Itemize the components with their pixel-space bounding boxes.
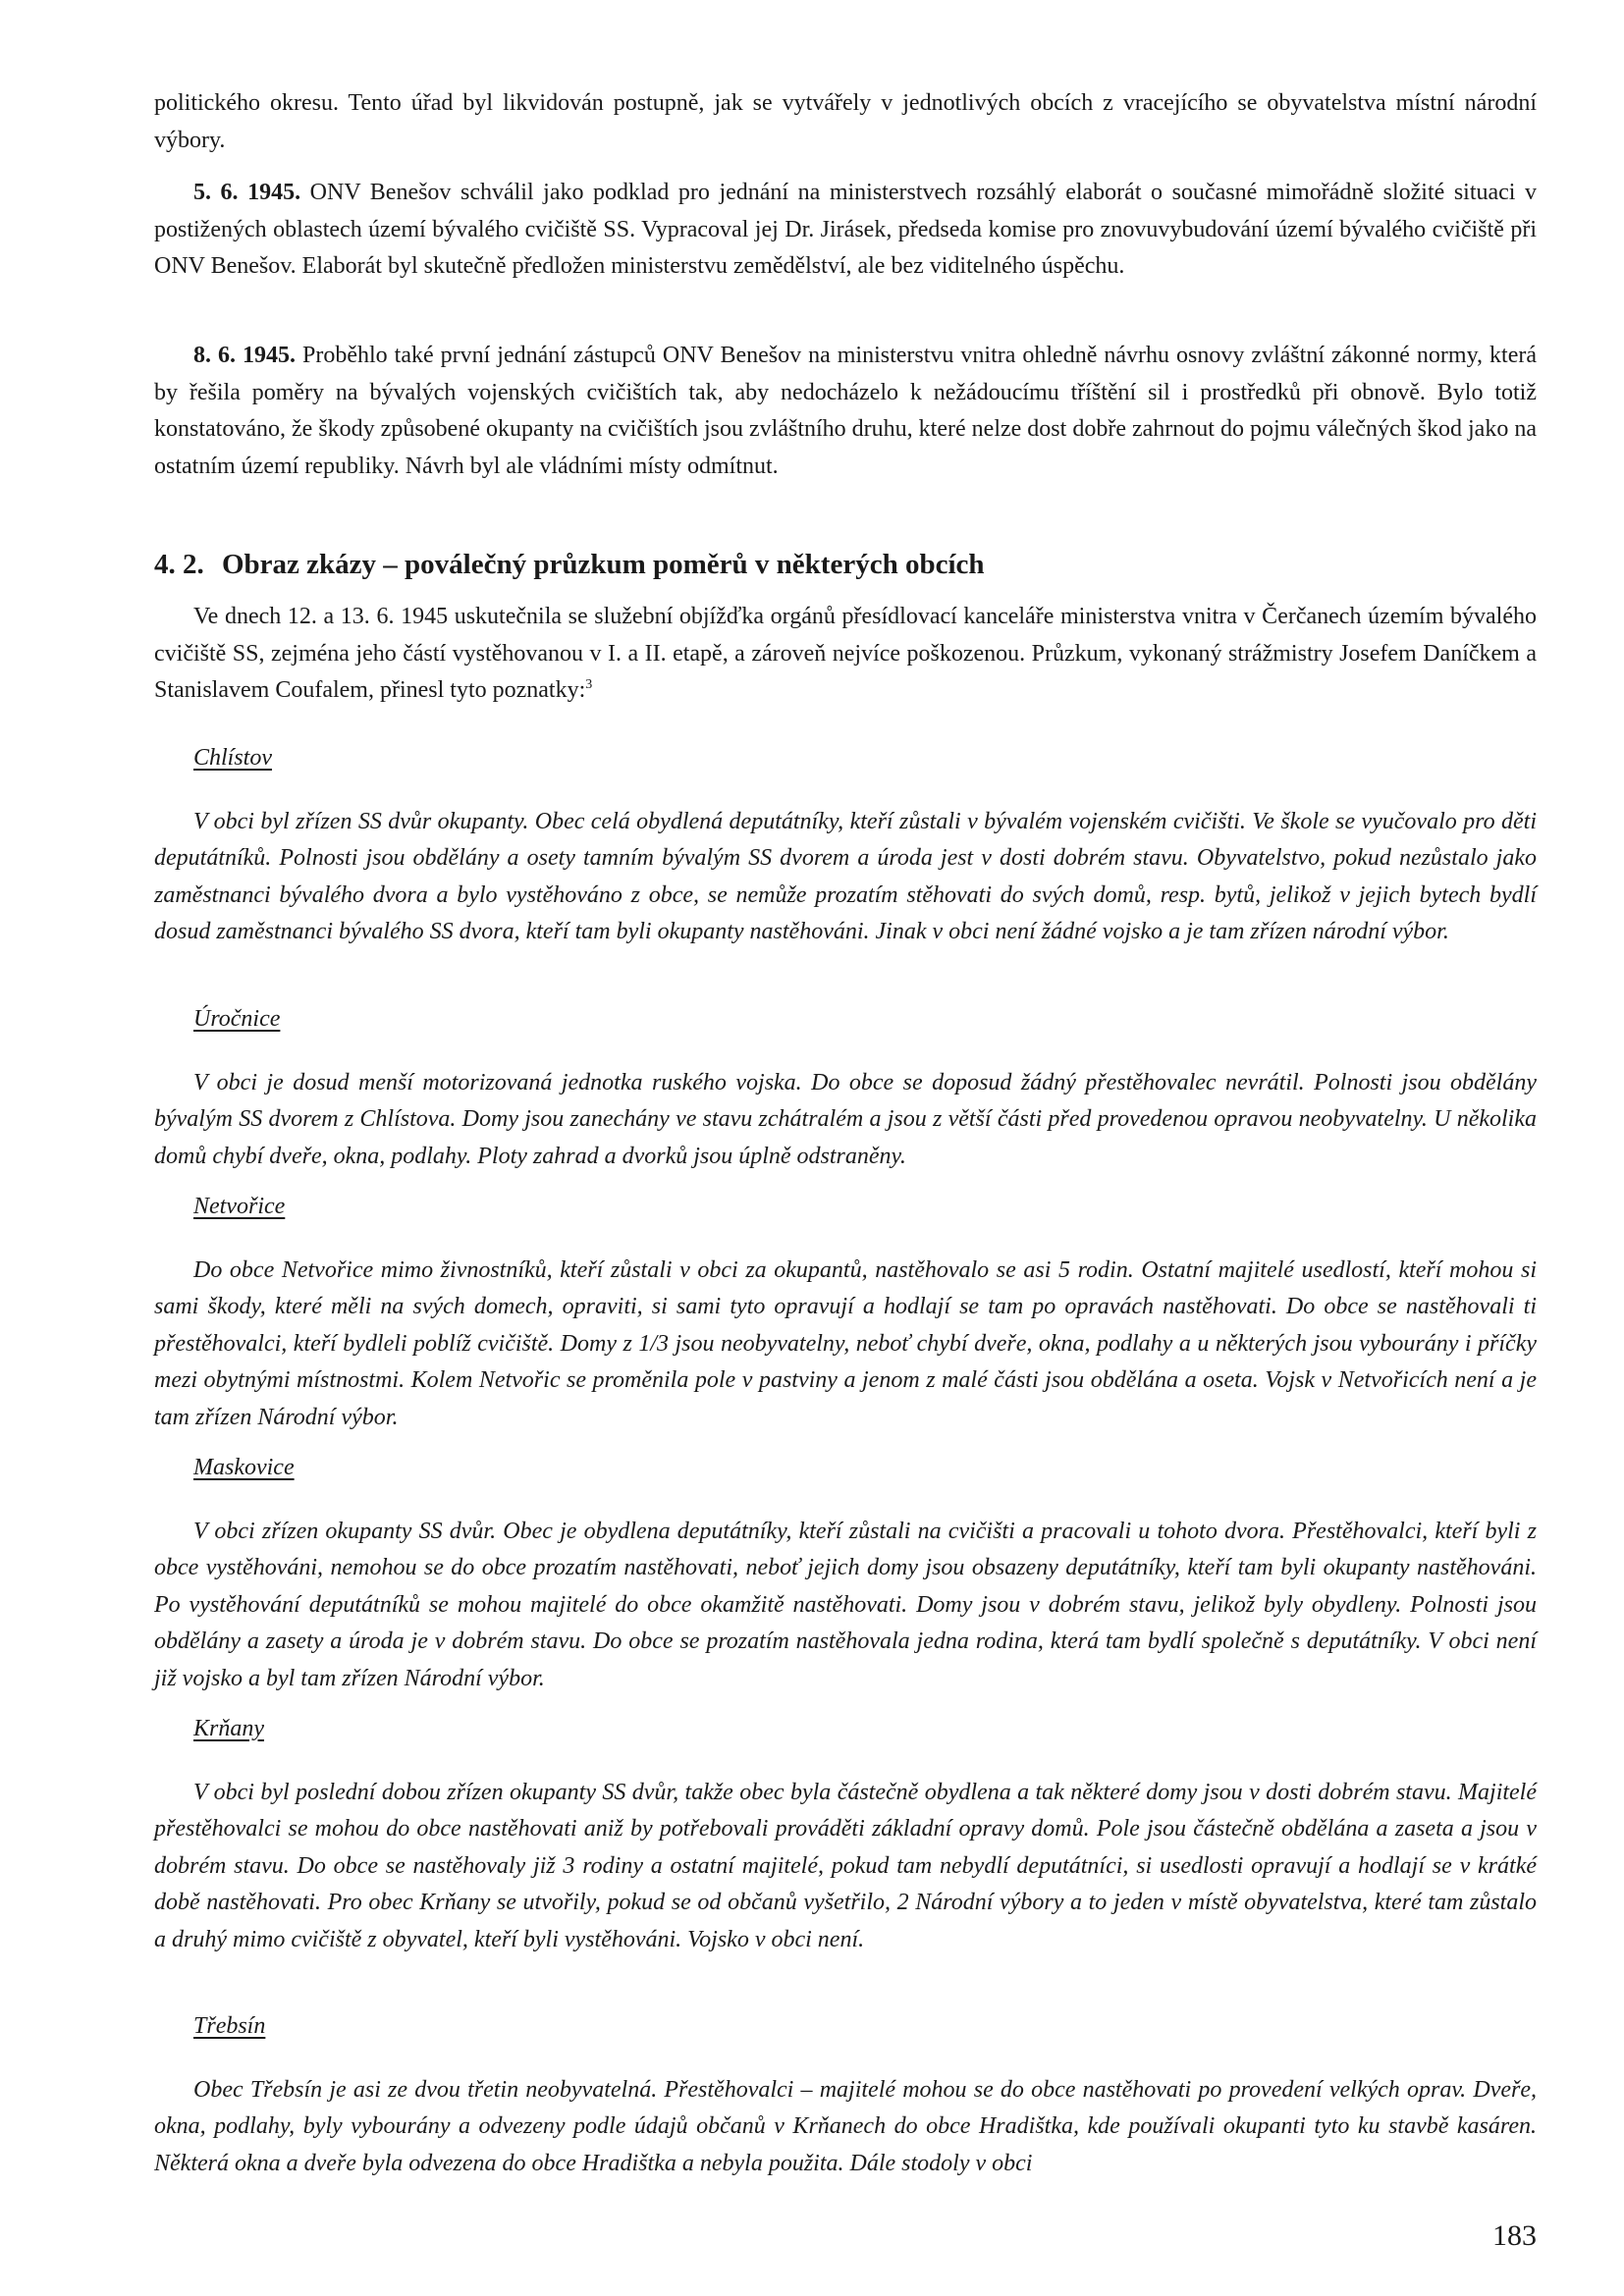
village-maskovice xyxy=(154,1450,1537,1697)
intro-paragraph xyxy=(154,85,1537,159)
village-report: V obci zřízen okupanty SS dvůr. Obec je obydlena deputátníky, kteří zůstali na cvičišti a pracovali u tohoto dvora. Přestěhovalci, kteří byli z obce vystěhováni, nemohou se do obce prozatím nastěhovati, neboť jejich domy jsou obsazeny deputátníky, kteří tam byli okupanty nastěhováni. Po vystěhování deputátníků se mohou majitelé do obce okamžitě nastěhovati. Domy jsou v dobrém stavu, jelikož byly obydleny. Polnosti jsou obdělány a zasety a úroda je v dobrém stavu. Do obce se prozatím nastěhovala jedna rodina, která tam bydlí společně s deputátníky. V obci není již vojsko a byl tam zřízen Národní výbor. xyxy=(154,1518,1537,1691)
entry-text: Proběhlo také první jednání zástupců ONV Benešov na ministerstvu vnitra ohledně návrhu osnovy zvláštní zákonné normy, která by řešila poměry na bývalých vojenských cvičištích tak, aby nedocházelo k nežádoucímu tříštění sil i prostředků při obnově. Bylo totiž konstatováno, že škody způsobené okupanty na cvičištích jsou zvláštního druhu, které nelze dost dobře zahrnout do pojmu válečných škod jako na ostatním území republiky. Návrh byl ale vládními místy odmítnut. xyxy=(154,343,1537,479)
section-number: 4. 2. xyxy=(154,549,204,580)
entry-paragraph xyxy=(154,175,1537,286)
village-report: V obci byl zřízen SS dvůr okupanty. Obec celá obydlená deputátníky, kteří zůstali v bývalém vojenském cvičišti. Ve škole se vyučovalo pro děti deputátníků. Polnosti jsou obdělány a osety tamním bývalým SS dvorem a úroda jest v dosti dobrém stavu. Obyvatelstvo, pokud nezůstalo jako zaměstnanci bývalého dvora a bylo vystěhováno z obce, se nemůže prozatím stěhovati do svých domů, resp. bytů, jelikož v jejich bytech bydlí dosud zaměstnanci bývalého SS dvora, kteří tam byli okupanty nastěhováni. Jinak v obci není žádné vojsko a je tam zřízen národní výbor. xyxy=(154,808,1537,944)
village-krnany xyxy=(154,1711,1537,1958)
entry-1 xyxy=(154,175,1537,286)
intro-text: politického okresu. Tento úřad byl likvidován postupně, jak se vytvářely v jednotlivých obcích z vracejícího se obyvatelstva místní národní výbory. xyxy=(154,90,1537,153)
village-name: Netvořice xyxy=(193,1194,286,1219)
section-title: Obraz zkázy – poválečný průzkum poměrů v některých obcích xyxy=(222,549,985,580)
village-netvorice xyxy=(154,1189,1537,1436)
village-name: Chlístov xyxy=(193,745,273,771)
village-report: V obci byl poslední dobou zřízen okupanty SS dvůr, takže obec byla částečně obydlena a tak některé domy jsou v dosti dobrém stavu. Majitelé přestěhovalci se mohou do obce nastěhovati aniž by potřebovali prováděti základní opravy domů. Pole jsou částečně obdělána a zaseta a jsou v dobrém stavu. Do obce se nastěhovaly již 3 rodiny a ostatní majitelé, pokud tam nebydlí deputátníci, si usedlosti opravují a hodlají se v krátké době nastěhovati. Pro obec Krňany se utvořily, pokud se od občanů vyšetřilo, 2 Národní výbory a to jeden v místě obyvatelstva, které tam zůstalo a druhý mimo cvičiště z obyvatel, kteří byli vystěhováni. Vojsko v obci není. xyxy=(154,1779,1537,1952)
village-chlistov xyxy=(154,740,1537,951)
section-heading xyxy=(154,545,1537,584)
village-report: Obec Třebsín je asi ze dvou třetin neobyvatelná. Přestěhovalci – majitelé mohou se do obce nastěhovati po provedení velkých oprav. Dveře, okna, podlahy, byly vybourány a odvezeny podle údajů občanů v Krňanech do obce Hradištka, kde používali okupanti tyto ku stavbě kasáren. Některá okna a dveře byla odvezena do obce Hradištka a nebyla použita. Dále stodoly v obci xyxy=(154,2076,1537,2176)
entry-text: ONV Benešov schválil jako podklad pro jednání na ministerstvech rozsáhlý elaborát o současné mimořádně složité situaci v postižených oblastech území bývalého cvičiště SS. Vypracoval jej Dr. Jirásek, předseda komise pro znovuvybudování území bývalého cvičiště při ONV Benešov. Elaborát byl skutečně předložen ministerstvu zemědělství, ale bez viditelného úspěchu. xyxy=(154,180,1538,279)
village-report: Do obce Netvořice mimo živnostníků, kteří zůstali v obci za okupantů, nastěhovalo se asi 5 rodin. Ostatní majitelé usedlostí, kteří mohou si sami škody, které měli na svých domech, opraviti, si sami tyto opravují a hodlají se tam po opravách nastěhovati. Do obce se nastěhovali ti přestěhovalci, kteří bydleli poblíž cvičiště. Domy z 1/3 jsou neobyvatelny, neboť chybí dveře, okna, podlahy a u některých jsou vybourány i příčky mezi obytnými místnostmi. Kolem Netvořic se proměnila pole v pastviny a jenom z malé části jsou obdělána a oseta. Vojsk v Netvořicích není a je tam zřízen Národní výbor. xyxy=(154,1256,1537,1430)
footnote-ref: 3 xyxy=(585,677,593,692)
village-urocnice xyxy=(154,1001,1537,1175)
village-name: Maskovice xyxy=(193,1455,295,1480)
entry-date: 5. 6. 1945. xyxy=(193,180,301,205)
village-name: Krňany xyxy=(193,1716,264,1741)
entry-2 xyxy=(154,338,1537,485)
village-trebsin xyxy=(154,2008,1537,2182)
village-name: Třebsín xyxy=(193,2013,266,2039)
village-name: Úročnice xyxy=(193,1006,281,1032)
section-intro-paragraph: Ve dnech 12. a 13. 6. 1945 uskutečnila se služební objížďka orgánů přesídlovací kanceláře ministerstva vnitra v Čerčanech územím bývalého cvičiště SS, zejména jeho částí vystěhovanou v I. a II. etapě, a zároveň nejvíce poškozenou. Průzkum, vykonaný strážmistry Josefem Daníčkem a Stanislavem Coufalem, přinesl tyto poznatky:$^3$ xyxy=(154,604,1537,703)
page-number: 183 xyxy=(1492,2219,1537,2252)
entry-date: 8. 6. 1945. xyxy=(193,343,296,368)
village-report: V obci je dosud menší motorizovaná jednotka ruského vojska. Do obce se doposud žádný přestěhovalec nevrátil. Polnosti jsou obdělány bývalým SS dvorem z Chlístova. Domy jsou zanechány ve stavu zchátralém a jsou z větší části před provedenou opravou neobyvatelny. U několika domů chybí dveře, okna, podlahy. Ploty zahrad a dvorků jsou úplně odstraněny. xyxy=(154,1069,1537,1169)
section-intro xyxy=(154,599,1537,710)
entry-paragraph xyxy=(154,338,1537,485)
